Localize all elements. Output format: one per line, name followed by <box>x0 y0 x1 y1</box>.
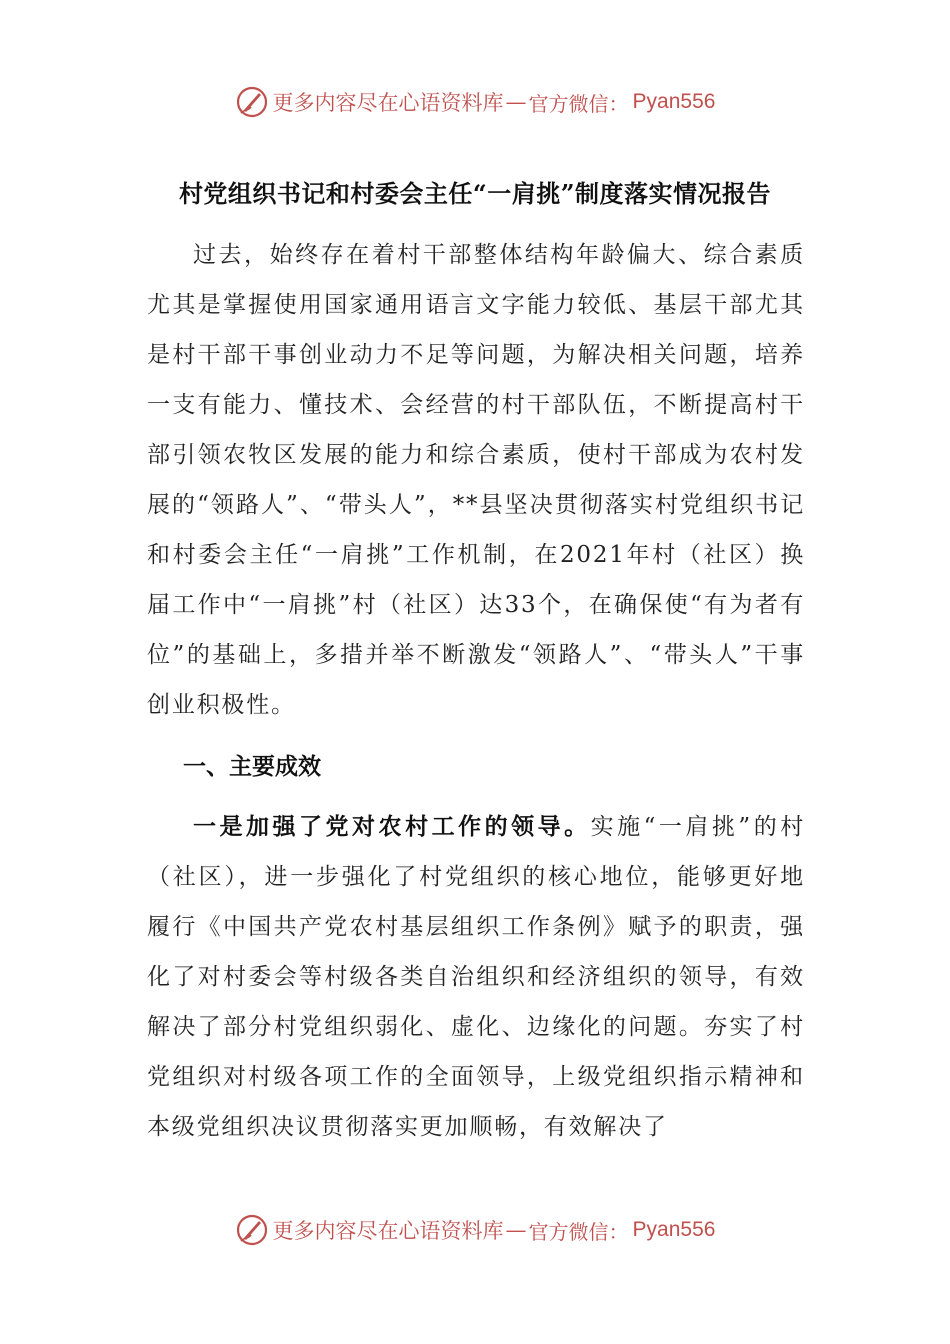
document-title: 村党组织书记和村委会主任“一肩挑”制度落实情况报告 <box>178 179 772 208</box>
banner-wechat-label: 官方微信： <box>528 1219 629 1244</box>
banner-brand-text: 更多内容尽在心语资料库 <box>272 91 504 115</box>
intro-paragraph: 过去，始终存在着村干部整体结构年龄偏大、综合素质尤其是掌握使用国家通用语言文字能力较低、基层干部尤其是村干部干事创业动力不足等问题，为解决相关问题，培养一支有能力、懂技术、会经营的村干部队伍，不断提高村干部引领农牧区发展的能力和综合素质，使村干部成为农村发展的“领路人”、“带头人”，**县坚决贯彻落实村党组织书记和村委会主任“一肩挑”工作机制，在2021年村（社区）换届工作中“一肩挑”村（社区）达33个，在确保使“有为者有位”的基础上，多措并举不断激发“领路人”、“带头人”干事创业积极性。 <box>147 242 805 718</box>
banner-wechat-id: Pyan556 <box>632 90 716 113</box>
quill-logo-icon <box>235 85 269 119</box>
banner-dash: — <box>505 90 527 114</box>
banner-wechat-label: 官方微信： <box>528 91 629 116</box>
banner-dash: — <box>505 1218 527 1242</box>
point-one-body: 实施“一肩挑”的村（社区），进一步强化了村党组织的核心地位，能够更好地履行《中国共产党农村基层组织工作条例》赋予的职责，强化了对村委会等村级各类自治组织和经济组织的领导，有效解决了部分村党组织弱化、虚化、边缘化的问题。夯实了村党组织对村级各项工作的全面领导，上级党组织指示精神和本级党组织决议贯彻落实更加顺畅，有效解决了 <box>147 814 806 1140</box>
header-banner <box>0 82 950 122</box>
section-heading-main-results: 一、主要成效 <box>183 753 321 780</box>
point-one-lead: 一是加强了党对农村工作的领导。 <box>193 813 591 840</box>
point-one-paragraph <box>147 802 805 1152</box>
footer-banner <box>0 1210 950 1250</box>
banner-wechat-id: Pyan556 <box>632 1218 716 1241</box>
quill-logo-icon <box>235 1213 269 1247</box>
banner-brand-text: 更多内容尽在心语资料库 <box>272 1219 504 1243</box>
document-body <box>147 230 805 1152</box>
